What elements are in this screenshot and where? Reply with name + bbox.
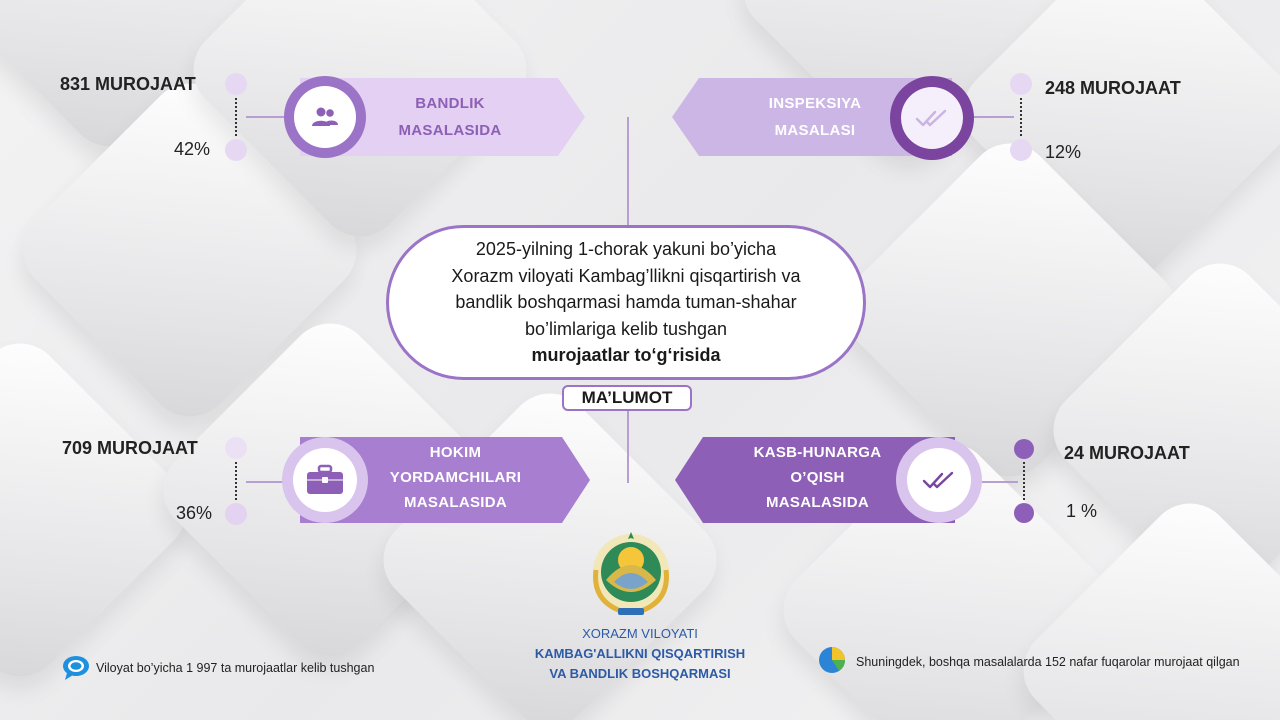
- count-label: 248 MUROJAAT: [1045, 78, 1181, 98]
- count-label: 24 MUROJAAT: [1064, 443, 1190, 463]
- state-emblem-icon: [590, 530, 672, 618]
- dotted-connector: [235, 98, 237, 136]
- org-line: KAMBAG'ALLIKNI QISQARTIRISH: [534, 646, 746, 661]
- dotted-connector: [1020, 98, 1022, 136]
- category-label: KASB-HUNARGA O’QISH MASALASIDA: [753, 444, 882, 511]
- percent-label: 12%: [1045, 142, 1082, 162]
- category-label: BANDLIK MASALASIDA: [398, 95, 502, 139]
- chat-bubble-icon: [62, 655, 90, 681]
- percent-label: 1 %: [1066, 501, 1098, 521]
- org-line: VA BANDLIK BOSHQARMASI: [549, 666, 731, 681]
- footer-text: Shuningdek, boshqa masalalarda 152 nafar fuqarolar murojaat qilgan: [856, 655, 1240, 669]
- marker-dot: [225, 139, 247, 161]
- marker-dot: [1010, 73, 1032, 95]
- briefcase-icon: [305, 464, 345, 496]
- title-line: bo’limlariga kelib tushgan: [524, 318, 728, 339]
- title-tag: MA’LUMOT: [562, 385, 692, 411]
- category-label: HOKIM YORDAMCHILARI MASALASIDA: [389, 444, 522, 511]
- percent-label: 42%: [174, 139, 211, 159]
- marker-dot: [225, 437, 247, 459]
- title-line: Xorazm viloyati Kambag’llikni qisqartirish va: [451, 265, 801, 286]
- marker-dot: [225, 73, 247, 95]
- connector-line: [982, 481, 1018, 483]
- icon-circle: [284, 76, 366, 158]
- icon-circle: [282, 437, 368, 523]
- connector-trunk-top: [627, 117, 629, 227]
- title-line: bandlik boshqarmasi hamda tuman-shahar: [455, 292, 797, 312]
- marker-dot: [1014, 503, 1034, 523]
- dotted-connector: [235, 462, 237, 500]
- marker-dot: [1014, 439, 1034, 459]
- org-line: XORAZM VILOYATI: [582, 626, 698, 641]
- connector-trunk-bottom: [627, 411, 629, 483]
- dotted-connector: [1023, 462, 1025, 500]
- icon-circle: [896, 437, 982, 523]
- people-icon: [310, 106, 340, 128]
- connector-line: [974, 116, 1014, 118]
- title-bold-line: murojaatlar to‘g‘risida: [531, 345, 721, 365]
- count-label: 709 MUROJAAT: [62, 438, 198, 458]
- marker-dot: [225, 503, 247, 525]
- percent-label: 36%: [176, 503, 213, 523]
- double-check-icon: [922, 470, 956, 490]
- marker-dot: [1010, 139, 1032, 161]
- category-label: INSPEKSIYA MASALASI: [768, 95, 862, 139]
- title-line: 2025-yilning 1-chorak yakuni bo’yicha: [475, 239, 777, 259]
- icon-circle: [890, 76, 974, 160]
- pie-chart-icon: [817, 645, 847, 675]
- footer-text: Viloyat bo’yicha 1 997 ta murojaatlar kelib tushgan: [96, 661, 375, 675]
- count-label: 831 MUROJAAT: [60, 74, 196, 94]
- double-check-icon: [915, 108, 949, 128]
- title-box: [386, 225, 866, 380]
